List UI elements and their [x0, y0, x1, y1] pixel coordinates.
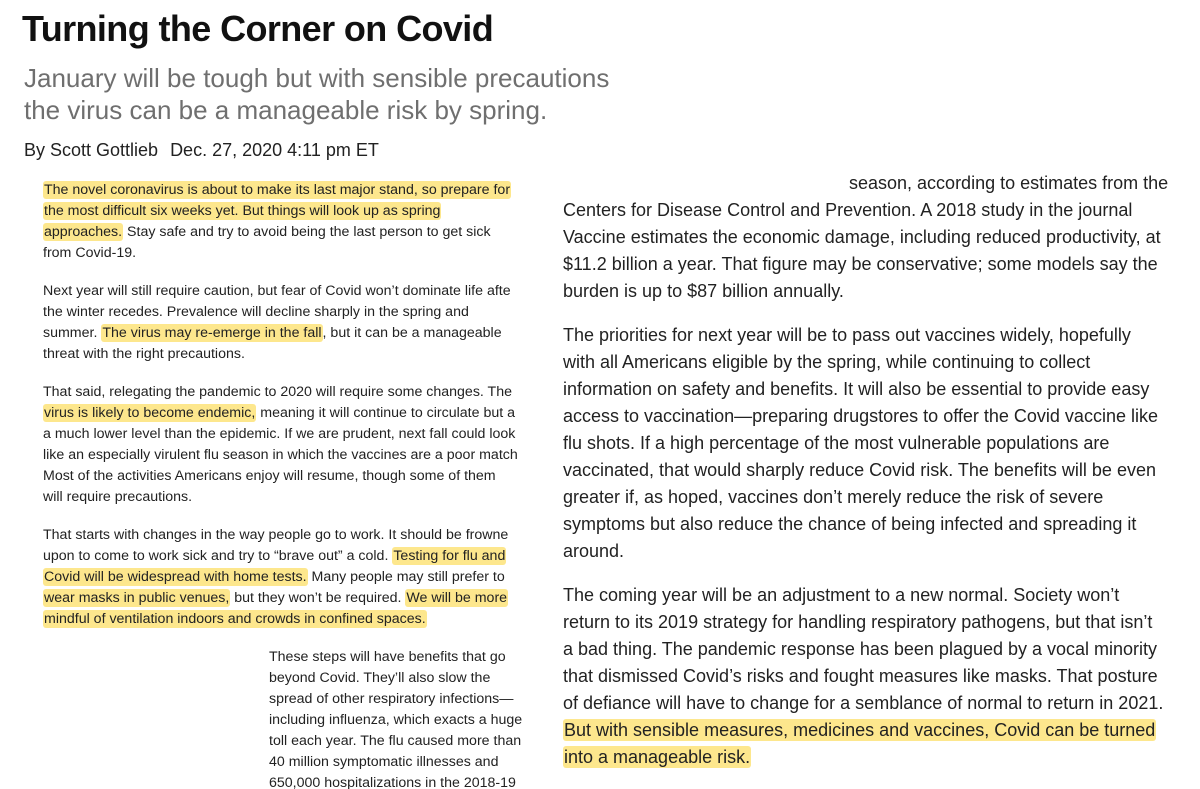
- text-line: toll each year. The flu caused more than: [269, 733, 522, 749]
- text-line: return to its 2019 strategy for handling respiratory pathogens, but that isn’t: [563, 612, 1153, 632]
- paragraph-7: [563, 322, 1193, 565]
- highlight: the most difficult six weeks yet. But things will look up as spring: [44, 203, 441, 219]
- text-segment: , but it can be a manageable: [322, 325, 502, 341]
- left-column: [43, 180, 525, 789]
- text-line: The priorities for next year will be to pass out vaccines widely, hopefully: [563, 325, 1131, 345]
- article-subtitle: [24, 62, 664, 126]
- text-line: [43, 546, 525, 567]
- text-line: Next year will still require caution, but fear of Covid won’t dominate life afte: [43, 283, 511, 299]
- text-line: [43, 222, 525, 243]
- text-line: beyond Covid. They’ll also slow the: [269, 670, 491, 686]
- text-line: spread of other respiratory infections—: [269, 691, 514, 707]
- highlight: approaches.: [44, 224, 123, 240]
- text-line: including influenza, which exacts a huge: [269, 712, 523, 728]
- paragraph-3: [43, 382, 525, 508]
- text-line: burden is up to $87 billion annually.: [563, 281, 844, 301]
- text-line: [43, 403, 525, 424]
- text-line: [43, 201, 525, 222]
- text-line: [43, 567, 525, 588]
- text-line: information on safety and benefits. It will also be essential to provide easy: [563, 379, 1150, 399]
- subtitle-line: the virus can be a manageable risk by spring.: [24, 95, 548, 125]
- highlight: The novel coronavirus is about to make its last major stand, so prepare for: [44, 182, 511, 198]
- text-line: [43, 323, 525, 344]
- text-line: $11.2 billion a year. That figure may be conservative; some models say the: [563, 254, 1158, 274]
- text-line: season, according to estimates from the: [849, 173, 1169, 193]
- text-line: [43, 588, 525, 609]
- highlight: But with sensible measures, medicines and vaccines, Covid can be turned: [564, 720, 1156, 740]
- text-line: like an especially virulent flu season in which the vaccines are a poor match: [43, 447, 518, 463]
- paragraph-6: [563, 170, 1193, 305]
- text-line: These steps will have benefits that go: [269, 649, 506, 665]
- text-segment: but they won’t be required.: [230, 590, 406, 606]
- paragraph-2: [43, 281, 525, 365]
- text-line: around.: [563, 541, 625, 561]
- text-line: That starts with changes in the way people go to work. It should be frowne: [43, 527, 509, 543]
- paragraph-4: [43, 525, 525, 630]
- author-name[interactable]: By Scott Gottlieb: [24, 140, 159, 160]
- text-line: of defiance will have to change for a semblance of normal to return in 2021.: [563, 693, 1164, 713]
- text-line: access to vaccination—preparing drugstores to offer the Covid vaccine like: [563, 406, 1158, 426]
- text-segment: upon to come to work sick and try to “brave out” a cold.: [43, 548, 393, 564]
- article-title: Turning the Corner on Covid: [22, 8, 494, 49]
- text-segment: Many people may still prefer to: [307, 569, 505, 585]
- text-line: a much lower level than the epidemic. If we are prudent, next fall could look: [43, 426, 516, 442]
- text-line: threat with the right precautions.: [43, 346, 245, 362]
- text-segment: Stay safe and try to avoid being the last person to get sick: [123, 224, 491, 240]
- text-line: The coming year will be an adjustment to a new normal. Society won’t: [563, 585, 1120, 605]
- highlight: We will be more: [406, 590, 508, 606]
- text-segment: summer.: [43, 325, 102, 341]
- text-line: [43, 180, 525, 201]
- text-line: Vaccine estimates the economic damage, including reduced productivity, at: [563, 227, 1161, 247]
- highlight: The virus may re-emerge in the fall: [102, 325, 322, 341]
- text-line: a bad thing. The pandemic response has been plagued by a vocal minority: [563, 639, 1158, 659]
- text-line: 40 million symptomatic illnesses and: [269, 754, 499, 770]
- highlight: Testing for flu and: [393, 548, 506, 564]
- text-line: Centers for Disease Control and Prevention. A 2018 study in the journal: [563, 200, 1133, 220]
- highlight: into a manageable risk.: [564, 747, 751, 767]
- highlight: Covid will be widespread with home tests.: [44, 569, 307, 585]
- text-line: [43, 609, 525, 630]
- paragraph-8: [563, 582, 1193, 771]
- publish-date: Dec. 27, 2020 4:11 pm ET: [170, 140, 379, 160]
- text-line: will require precautions.: [43, 489, 193, 505]
- text-line: [563, 744, 1193, 771]
- text-line: flu shots. If a high percentage of the most vulnerable populations are: [563, 433, 1110, 453]
- paragraph-1: [43, 180, 525, 264]
- highlight: wear masks in public venues,: [44, 590, 230, 606]
- text-line: symptoms but also reduce the chance of being infected and spreading it: [563, 514, 1137, 534]
- text-line: [563, 717, 1193, 744]
- text-line: that dismissed Covid’s risks and fought measures like masks. That posture: [563, 666, 1158, 686]
- byline: [24, 140, 379, 161]
- text-line: 650,000 hospitalizations in the 2018-19: [269, 775, 516, 789]
- right-column: [563, 170, 1193, 788]
- text-line: vaccinated, that would sharply reduce Covid risk. The benefits will be even: [563, 460, 1156, 480]
- paragraph-5: [269, 647, 525, 789]
- text-segment: meaning it will continue to circulate but a: [256, 405, 515, 421]
- highlight: mindful of ventilation indoors and crowds in confined spaces.: [44, 611, 426, 627]
- text-line: Most of the activities Americans enjoy will resume, though some of them: [43, 468, 496, 484]
- text-line: with all Americans eligible by the spring, while continuing to collect: [563, 352, 1091, 372]
- highlight: virus is likely to become endemic,: [44, 405, 256, 421]
- text-line: greater if, as hoped, vaccines don’t merely reduce the risk of severe: [563, 487, 1104, 507]
- subtitle-line: January will be tough but with sensible precautions: [24, 63, 610, 93]
- text-line: from Covid-19.: [43, 245, 137, 261]
- text-line: That said, relegating the pandemic to 2020 will require some changes. The: [43, 384, 512, 400]
- text-line: the winter recedes. Prevalence will decline sharply in the spring and: [43, 304, 469, 320]
